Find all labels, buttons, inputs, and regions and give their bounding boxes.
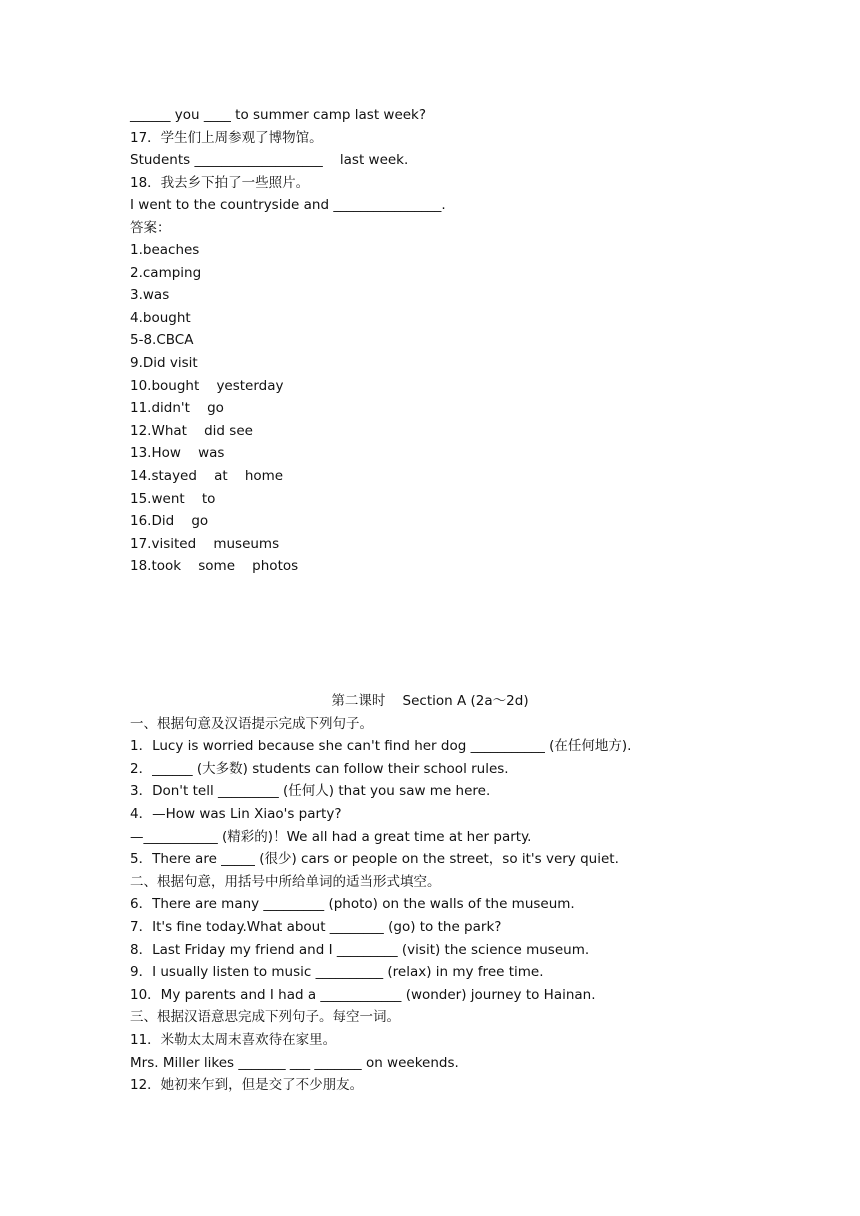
answer-item: 5-8.CBCA <box>130 332 194 349</box>
section-heading: 二、根据句意，用括号中所给单词的适当形式填空。 <box>130 873 441 890</box>
answer-item: 18.took some photos <box>130 558 299 575</box>
question-18-english: I went to the countryside and ________________. <box>130 197 446 214</box>
answer-item: 3.was <box>130 287 170 304</box>
lesson-title: 第二课时 Section A (2a～2d) <box>331 693 529 709</box>
lesson-2-section <box>130 690 750 1097</box>
section-heading: 一、根据句意及汉语提示完成下列句子。 <box>130 715 373 732</box>
answer-item: 11.didn't go <box>130 400 224 417</box>
answer-item: 14.stayed at home <box>130 467 284 484</box>
exercise-item: 7．It's fine today.What about ________ (go) to the park? <box>130 918 502 935</box>
answer-item: 12.What did see <box>130 422 253 439</box>
answer-item: 17.visited museums <box>130 535 280 552</box>
exercise-item: 1．Lucy is worried because she can't find her dog ___________ (在任何地方). <box>130 738 632 755</box>
exercise-item: 2．______ (大多数) students can follow their school rules. <box>130 760 509 777</box>
exercise-item: 12．她初来乍到，但是交了不少朋友。 <box>130 1077 364 1094</box>
exercise-item: 4．—How was Lin Xiao's party? <box>130 805 342 822</box>
exercise-item: 6．There are many _________ (photo) on the walls of the museum. <box>130 896 575 913</box>
answer-item: 15.went to <box>130 490 216 507</box>
answer-list <box>130 239 750 578</box>
exercise-item: 8．Last Friday my friend and I _________ (visit) the science museum. <box>130 941 590 958</box>
answer-item: 10.bought yesterday <box>130 377 284 394</box>
exercise-item: 3．Don't tell _________ (任何人) that you saw me here. <box>130 783 491 800</box>
answer-item: 4.bought <box>130 309 191 326</box>
exercise-continuation <box>130 104 750 240</box>
exercise-item: —___________ (精彩的)！We all had a great time at her party. <box>130 828 532 845</box>
question-17-chinese: 17．学生们上周参观了博物馆。 <box>130 129 323 146</box>
exercise-item: 9．I usually listen to music __________ (relax) in my free time. <box>130 964 544 981</box>
answer-item: 13.How was <box>130 445 225 462</box>
section-heading: 三、根据汉语意思完成下列句子。每空一词。 <box>130 1009 400 1026</box>
answer-item: 1.beaches <box>130 242 200 258</box>
answer-item: 2.camping <box>130 264 202 281</box>
exercise-item: 11．米勒太太周末喜欢待在家里。 <box>130 1031 337 1048</box>
question-17-english: Students ___________________ last week. <box>130 152 409 169</box>
exercise-item: 10．My parents and I had a ____________ (wonder) journey to Hainan. <box>130 986 596 1003</box>
exercise-item: Mrs. Miller likes _______ ___ _______ on weekends. <box>130 1054 459 1071</box>
answers-heading: 答案： <box>130 219 171 236</box>
exercise-item: 5．There are _____ (很少) cars or people on the street，so it's very quiet. <box>130 851 619 868</box>
question-16-english: ______ you ____ to summer camp last week? <box>130 107 427 123</box>
answer-item: 16.Did go <box>130 513 209 530</box>
question-18-chinese: 18．我去乡下拍了一些照片。 <box>130 174 310 191</box>
answer-item: 9.Did visit <box>130 354 198 371</box>
